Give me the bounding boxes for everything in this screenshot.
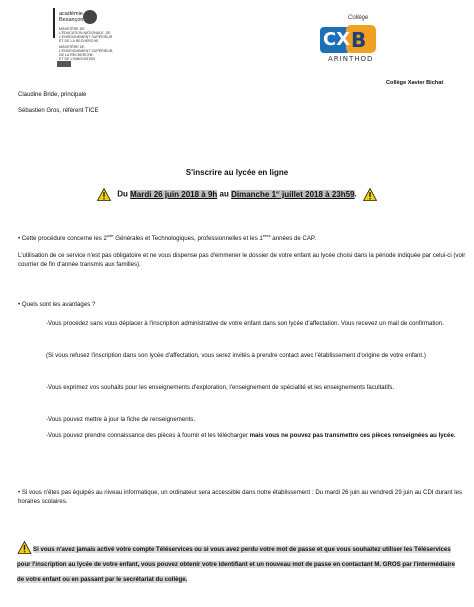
warning-icon <box>363 188 377 201</box>
dates-prefix: Du <box>117 189 128 199</box>
academy-brand <box>59 11 83 23</box>
logo-letters-right: B <box>351 28 367 52</box>
intro-text: années de CAP. <box>270 235 316 243</box>
warning-icon <box>97 188 111 201</box>
advantage-bold-text: mais vous ne pouvez pas transmettre ces pièces renseignées au lycée. <box>249 432 456 439</box>
warning-icon <box>17 541 32 554</box>
date-end-text: Dimanche 1 <box>231 189 277 199</box>
advantage-item: -Vous pouvez mettre à jour la fiche de renseignements. <box>46 416 196 423</box>
dates-line <box>0 188 474 201</box>
account-notice-text: Si vous n'avez jamais activé votre compte Téléservices ou si vous avez perdu votre mot de passe et que vous souhaitez utiliser les Téléservices pour l'inscription au lycée de votre enfant, vous pouvez obtenir votre identifiant et un nouveau mot de passe en contactant M. GROS par l'intermédiaire de votre enfant ou en passant par le secrétariat du collège. <box>17 546 456 583</box>
ministry-line: DE LA RECHERCHE <box>59 53 93 57</box>
school-name: Collège Xavier Bichat <box>386 80 444 86</box>
ministry-line: ET DE LA RECHERCHE <box>59 39 99 43</box>
academy-brand-line1: académie <box>59 11 83 17</box>
advantage-item: -Vous procédez sans vous déplacer à l'inscription administrative de votre enfant dans son lycée d'affectation. Vous recevez un mail de confirmation. <box>46 320 444 327</box>
dates-suffix: . <box>354 189 357 199</box>
ministry-line: MINISTÈRE DE <box>59 45 85 49</box>
date-end-sup: er <box>276 188 280 194</box>
intro-text: Cette procédure concerne les 2 <box>20 235 107 243</box>
date-end-rest: juillet 2018 à 23h59 <box>279 189 355 199</box>
bullet: • <box>18 235 21 243</box>
dates-middle: au <box>219 189 229 199</box>
advantage-note: (Si vous refusez l'inscription dans son lycée d'affectation, vous serez invités à prendre contact avec l'établissement d'origine de votre enfant.) <box>46 352 426 359</box>
logo-letters-left: CX <box>323 29 351 50</box>
date-end <box>231 190 354 199</box>
superscript: nde <box>106 233 114 238</box>
ministry-line: L'ÉDUCATION NATIONALE, DE <box>59 31 111 35</box>
advantage-item <box>46 432 466 441</box>
college-logo <box>320 15 392 70</box>
intro-scope <box>18 232 468 244</box>
ministry-line: L'ENSEIGNEMENT SUPÉRIEUR <box>59 35 113 39</box>
document-title: S'inscrire au lycée en ligne <box>185 168 289 177</box>
academy-brand-line2: Besançon <box>59 17 84 23</box>
staff-principal: Claudine Bride, principale <box>18 92 87 98</box>
marianne-flag-icon <box>57 61 71 67</box>
date-start: Mardi 26 juin 2018 à 9h <box>130 189 218 199</box>
ministry-line: MINISTÈRE DE <box>59 27 85 31</box>
advantage-item: -Vous exprimez vos souhaits pour les enseignements d'exploration, l'enseignement de spécialité et les enseignements facultatifs. <box>46 384 395 391</box>
academy-logo <box>53 8 143 70</box>
intro-usage: L'utilisation de ce service n'est pas obligatoire et ne vous dispense pas d'emmener le dossier de votre enfant au lycée choisi dans la période indiquée par celui-ci (voir courrier de fin d'année transmis aux familles). <box>18 252 466 268</box>
superscript: ères <box>262 233 271 238</box>
academy-emblem-icon <box>83 10 97 24</box>
account-notice <box>17 541 458 587</box>
advantages-heading: • Quels sont les avantages ? <box>18 301 96 308</box>
ministry-line: L'ENSEIGNEMENT SUPÉRIEUR, <box>59 49 114 53</box>
ministry-line: ET DE L'INNOVATION <box>59 57 96 61</box>
advantage-text: -Vous pouvez prendre connaissance des pièces à fournir et les télécharger <box>46 432 250 439</box>
equipment-note: • Si vous n'êtes pas équipés au niveau informatique, un ordinateur sera accessible dans notre établissement : Du mardi 26 juin au vendredi 29 juin au CDI durant les horaires scolaires. <box>18 489 462 505</box>
college-logo-name: ARINTHOD <box>328 55 374 63</box>
staff-tice: Sébastien Gros, référent TICE <box>18 108 99 114</box>
intro-text: Générales et Technologiques, professionnelles et les 1 <box>113 235 263 243</box>
logo-bar <box>53 8 55 38</box>
college-logo-label: Collège <box>348 15 369 21</box>
